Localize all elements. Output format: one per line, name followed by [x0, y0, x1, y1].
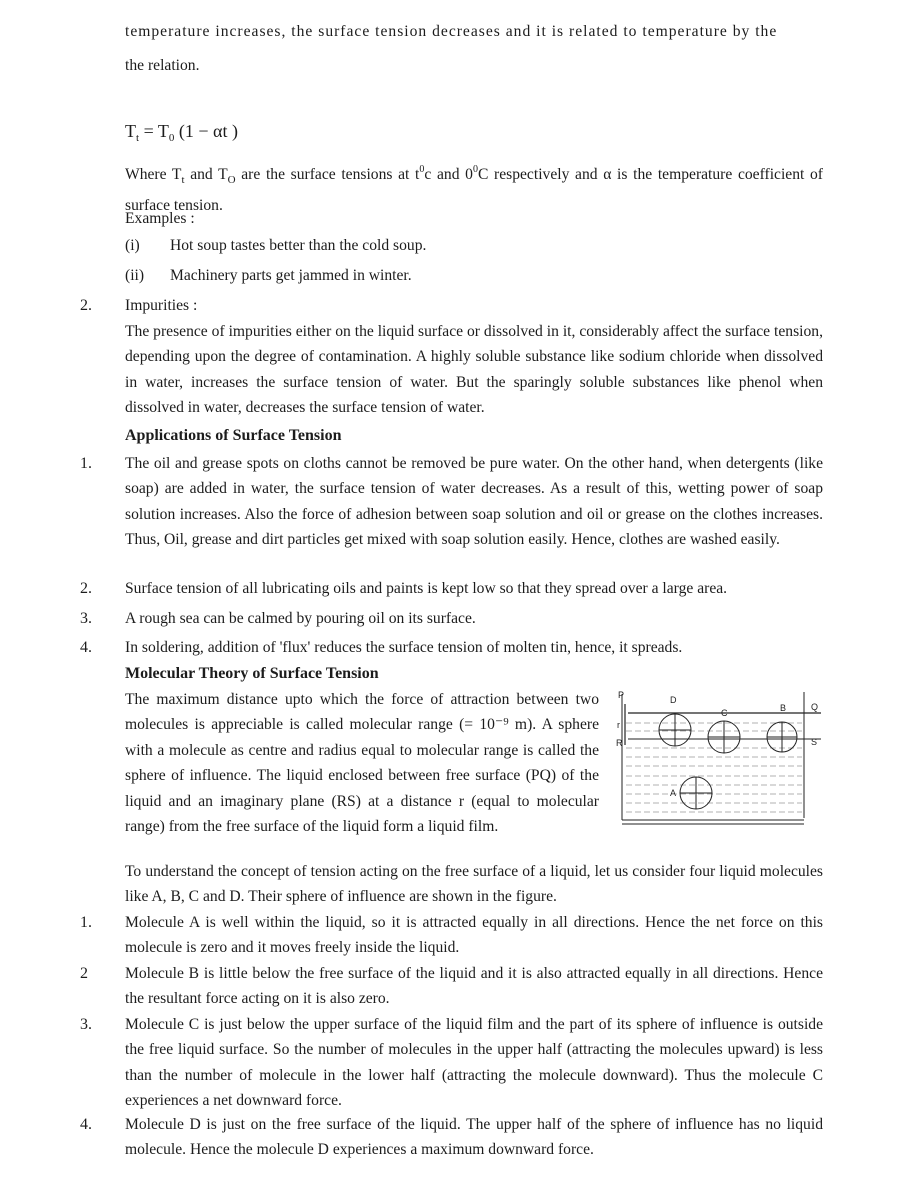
examples-label: Examples : — [125, 210, 195, 227]
impurities-label: Impurities : — [125, 297, 198, 314]
figure-label-d: D — [670, 695, 677, 705]
figure-label-q: Q — [811, 702, 819, 712]
application-item: A rough sea can be calmed by pouring oil on its surface. — [125, 610, 476, 627]
figure-label-r-plane: R — [616, 738, 623, 748]
example-number: (i) — [125, 237, 140, 254]
item-number: 3. — [80, 1016, 92, 1033]
figure-label-s: S — [811, 737, 818, 747]
application-item: The oil and grease spots on cloths cannot be removed be pure water. On the other hand, when detergents (like soap) are added in water, the surface tension of water decreases. As a result of this, wetting power of soap solution increases. Also the force of adhesion between soap solution and oil or grease on the clothes increases. Thus, Oil, grease and dirt particles get mixed with soap solution easily. Hence, clothes are washed easily. — [125, 455, 823, 549]
figure-label-c: C — [721, 708, 728, 718]
concept-paragraph: To understand the concept of tension acting on the free surface of a liquid, let us consider four liquid molecules like A, B, C and D. Their sphere of influence are shown in the figure. — [125, 863, 823, 906]
item-number: 4. — [80, 1116, 92, 1133]
molecule-point: Molecule D is just on the free surface of the liquid. The upper half of the sphere of influence has no liquid molecule. Hence the molecule D experiences a maximum downward force. — [125, 1116, 823, 1159]
molecule-point: Molecule B is little below the free surface of the liquid and it is also attracted equally in all directions. Hence the resultant force acting on it is also zero. — [125, 965, 823, 1008]
figure-label-p: P — [618, 690, 625, 700]
figure-label-r-distance: r — [617, 720, 620, 730]
molecular-theory-heading: Molecular Theory of Surface Tension — [125, 665, 379, 682]
item-number: 4. — [80, 639, 92, 656]
application-item: In soldering, addition of 'flux' reduces the surface tension of molten tin, hence, it spreads. — [125, 639, 683, 656]
example-number: (ii) — [125, 267, 145, 284]
application-item: Surface tension of all lubricating oils and paints is kept low so that they spread over a large area. — [125, 580, 728, 597]
item-number: 1. — [80, 455, 92, 472]
item-number: 2 — [80, 965, 88, 982]
sphere-of-influence-figure — [606, 690, 824, 832]
molecule-point: Molecule C is just below the upper surface of the liquid film and the part of its sphere of influence is outside the free liquid surface. So the number of molecules in the upper half (attracting the molecules upward) is less than the number of molecule in the lower half (attracting the molecule downward). Thus the molecule C experiences a net downward force. — [125, 1016, 823, 1110]
molecule-point: Molecule A is well within the liquid, so it is attracted equally in all directions. Hence the net force on this molecule is zero and it moves freely inside the liquid. — [125, 914, 823, 957]
item-number: 2. — [80, 297, 92, 314]
impurities-paragraph: The presence of impurities either on the liquid surface or dissolved in it, considerably affect the surface tension, depending upon the degree of contamination. A highly soluble substance like sodium chloride when dissolved in water, increases the surface tension of water. But the sparingly soluble substances like phenol when dissolved in water, decreases the surface tension of water. — [125, 323, 823, 417]
temperature-formula: $T_t = T_0$ (1 − αt ) — [125, 121, 238, 144]
cut-off-text-line: temperature increases, the surface tension decreases and it is related to temperature by the — [125, 23, 778, 40]
example-text: Machinery parts get jammed in winter. — [170, 267, 412, 284]
item-number: 2. — [80, 580, 92, 597]
figure-label-b: B — [780, 703, 787, 713]
formula-explanation: Where $T_t$ and $T_O$ are the surface tensions at $t^0c$ and $0^0C$ respectively and α is the temperature coefficient of surface tension. — [125, 164, 824, 215]
item-number: 1. — [80, 914, 92, 931]
example-text: Hot soup tastes better than the cold soup. — [170, 237, 427, 254]
item-number: 3. — [80, 610, 92, 627]
figure-label-a: A — [670, 788, 677, 798]
applications-heading: Applications of Surface Tension — [125, 427, 342, 444]
relation-line: the relation. — [125, 57, 200, 74]
molecular-range-paragraph: The maximum distance upto which the force of attraction between two molecules is appreciable is called molecular range (= 10⁻⁹ m). A sphere with a molecule as centre and radius equal to molecular range is called the sphere of influence. The liquid enclosed between free surface (PQ) of the liquid and an imaginary plane (RS) at a distance r (equal to molecular range) from the free surface of the liquid form a liquid film. — [125, 691, 599, 836]
